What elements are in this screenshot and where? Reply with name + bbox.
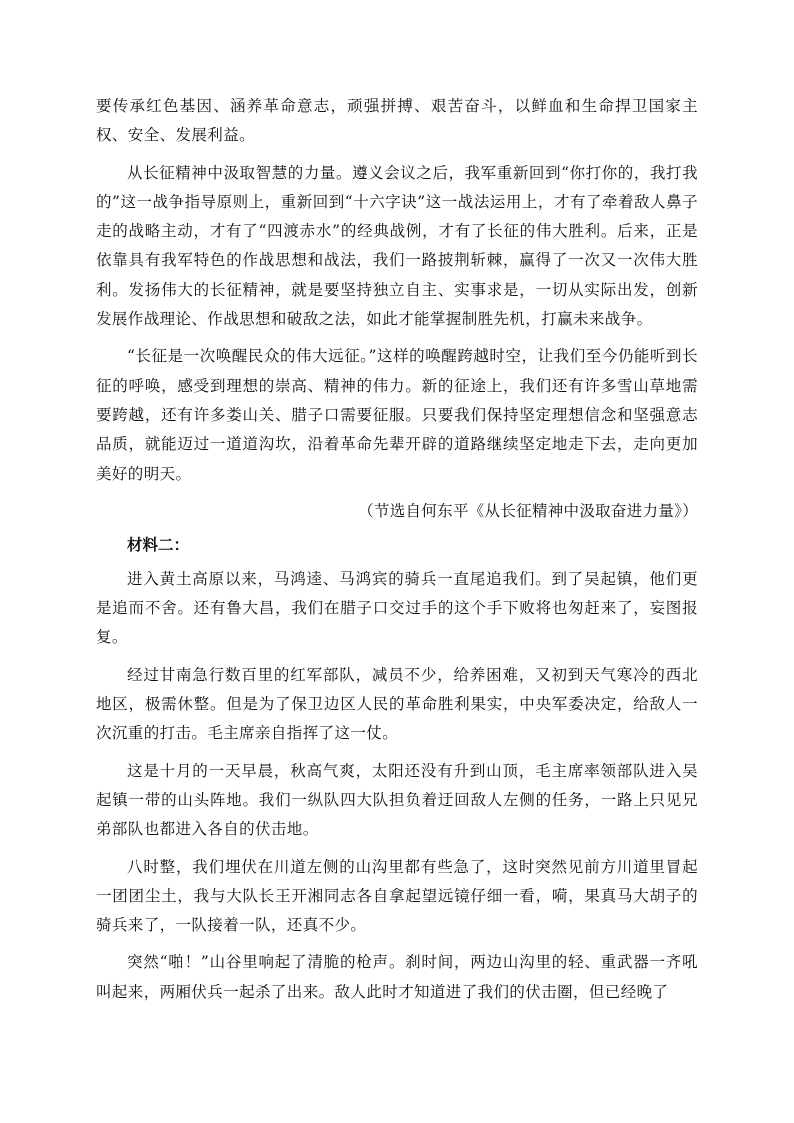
paragraph-continuation: 要传承红色基因、涵养革命意志，顽强拼搏、艰苦奋斗，以鲜血和生命捍卫国家主权、安全、发展利益。 xyxy=(96,97,698,145)
paragraph-ambush: 突然“啪！”山谷里响起了清脆的枪声。刹时间，两边山沟里的轻、重武器一齐吼叫起来，两厢伏兵一起杀了出来。敌人此时才知道进了我们的伏击圈，但已经晚了 xyxy=(96,953,698,1001)
document-page xyxy=(96,92,698,1015)
paragraph-decision: 经过甘南急行数百里的红军部队，减员不少，给养困难，又初到天气寒冷的西北地区，极需休整。但是为了保卫边区人民的革命胜利果实，中央军委决定，给敌人一次沉重的打击。毛主席亲自指挥了这一仗。 xyxy=(96,665,698,743)
paragraph-pursuit: 进入黄土高原以来，马鸿逵、马鸿宾的骑兵一直尾追我们。到了吴起镇，他们更是追而不舍。还有鲁大昌，我们在腊子口交过手的这个手下败将也匆赶来了，妄图报复。 xyxy=(96,569,698,647)
paragraph-morning: 这是十月的一天早晨，秋高气爽，太阳还没有升到山顶，毛主席率领部队进入吴起镇一带的山头阵地。我们一纵队四大队担负着迂回敌人左侧的任务，一路上只见兄弟部队也都进入各自的伏击地。 xyxy=(96,761,698,839)
source-citation: （节选自何东平《从长征精神中汲取奋进力量》） xyxy=(358,501,698,520)
paragraph-wisdom: 从长征精神中汲取智慧的力量。遵义会议之后，我军重新回到“你打你的，我打我的”这一战争指导原则上，重新回到“十六字诀”这一战法运用上，才有了牵着敌人鼻子走的战略主动，才有了“四渡赤水”的经典战例，才有了长征的伟大胜利。后来，正是依靠具有我军特色的作战思想和战法，我们一路披荆斩棘，赢得了一次又一次伟大胜利。发扬伟大的长征精神，就是要坚持独立自主、实事求是，一切从实际出发，创新发展作战理论、作战思想和破敌之法，如此才能掌握制胜先机，打赢未来战争。 xyxy=(96,163,698,329)
paragraph-awakening: “长征是一次唤醒民众的伟大远征。”这样的唤醒跨越时空，让我们至今仍能听到长征的呼唤，感受到理想的崇高、精神的伟力。新的征途上，我们还有许多雪山草地需要跨越，还有许多娄山关、腊子口需要征服。只要我们保持坚定理想信念和坚强意志品质，就能迈过一道道沟坎，沿着革命先辈开辟的道路继续坚定地走下去，走向更加美好的明天。 xyxy=(96,347,698,483)
section-heading-material-two: 材料二： xyxy=(127,534,190,554)
paragraph-cavalry: 八时整，我们埋伏在川道左侧的山沟里都有些急了，这时突然见前方川道里冒起一团团尘土，我与大队长王开湘同志各自拿起望远镜仔细一看，嗬，果真马大胡子的骑兵来了，一队接着一队，还真不少。 xyxy=(96,857,698,935)
